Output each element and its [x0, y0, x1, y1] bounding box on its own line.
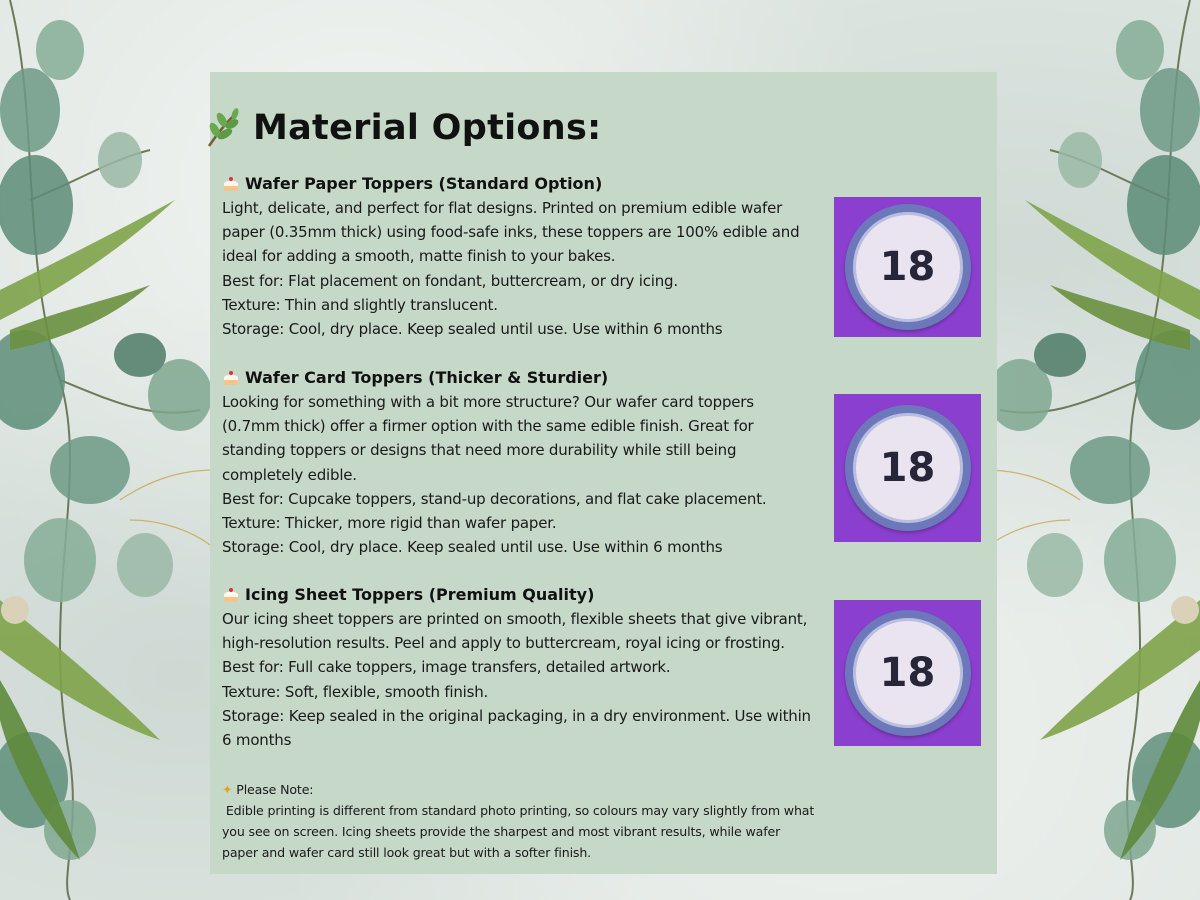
note-heading: Please Note:	[236, 782, 314, 797]
body-line: (0.7mm thick) offer a firmer option with the same edible finish. Great for	[222, 417, 754, 436]
please-note	[222, 779, 832, 863]
body-line: Looking for something with a bit more structure? Our wafer card toppers	[222, 393, 754, 411]
section-wafer-paper	[222, 172, 822, 341]
body-line: Our icing sheet toppers are printed on smooth, flexible sheets that give vibrant,	[222, 610, 808, 628]
herb-sprig-icon	[205, 108, 241, 148]
section-icing-sheet	[222, 583, 822, 752]
cake-slice-icon	[222, 586, 240, 604]
body-line: Texture: Thicker, more rigid than wafer paper.	[222, 514, 557, 533]
section-heading	[222, 366, 822, 390]
body-line: Storage: Cool, dry place. Keep sealed until use. Use within 6 months	[222, 538, 723, 557]
topper-photo-wafer-paper	[834, 197, 981, 337]
body-line: paper (0.35mm thick) using food-safe inks, these toppers are 100% edible and	[222, 223, 800, 242]
note-heading-row	[222, 779, 832, 800]
topper-disc	[845, 405, 971, 531]
body-line: Best for: Flat placement on fondant, buttercream, or dry icing.	[222, 271, 678, 290]
body-line: Texture: Soft, flexible, smooth finish.	[222, 682, 489, 701]
body-line: completely edible.	[222, 465, 357, 484]
section-heading	[222, 172, 822, 196]
section-heading-text: Icing Sheet Toppers (Premium Quality)	[245, 585, 595, 604]
body-line: Best for: Cupcake toppers, stand-up decorations, and flat cake placement.	[222, 489, 767, 508]
note-line: paper and wafer card still look great but with a softer finish.	[222, 845, 592, 860]
topper-disc	[845, 204, 971, 330]
body-line: Storage: Cool, dry place. Keep sealed until use. Use within 6 months	[222, 320, 723, 339]
sparkle-icon: ✦	[222, 782, 233, 797]
body-line: high-resolution results. Peel and apply to buttercream, royal icing or frosting.	[222, 634, 785, 653]
cake-slice-icon	[222, 369, 240, 387]
section-wafer-card	[222, 366, 822, 559]
body-line: 6 months	[222, 731, 292, 750]
body-line: Best for: Full cake toppers, image transfers, detailed artwork.	[222, 658, 671, 677]
note-line: you see on screen. Icing sheets provide the sharpest and most vibrant results, while wafer	[222, 824, 781, 839]
cake-slice-icon	[222, 175, 240, 193]
title-row	[205, 108, 601, 148]
topper-number: 18	[879, 244, 936, 290]
note-line: Edible printing is different from standard photo printing, so colours may vary slightly from what	[222, 803, 815, 818]
body-line: standing toppers or designs that need more durability while still being	[222, 441, 737, 460]
section-heading-text: Wafer Paper Toppers (Standard Option)	[245, 174, 603, 193]
topper-number: 18	[879, 445, 936, 491]
body-line: Light, delicate, and perfect for flat designs. Printed on premium edible wafer	[222, 199, 783, 217]
topper-number: 18	[879, 650, 936, 696]
body-line: Texture: Thin and slightly translucent.	[222, 295, 498, 314]
section-heading-text: Wafer Card Toppers (Thicker & Sturdier)	[245, 368, 609, 387]
topper-disc	[845, 610, 971, 736]
body-line: ideal for adding a smooth, matte finish to your bakes.	[222, 247, 616, 266]
topper-photo-wafer-card	[834, 394, 981, 542]
section-heading	[222, 583, 822, 607]
page-title: Material Options:	[253, 108, 602, 148]
topper-photo-icing-sheet	[834, 600, 981, 746]
body-line: Storage: Keep sealed in the original packaging, in a dry environment. Use within	[222, 706, 811, 725]
